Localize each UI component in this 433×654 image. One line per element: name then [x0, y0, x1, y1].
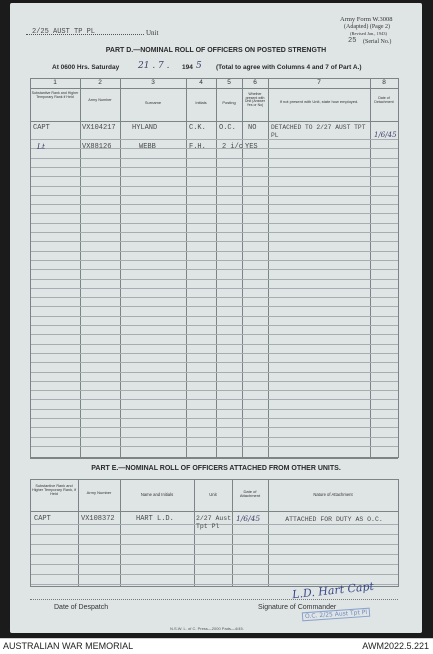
table-row-rank: Lt: [37, 142, 45, 151]
ruled-line: [31, 437, 398, 438]
ruled-line: [31, 564, 398, 565]
ruled-line: [31, 381, 398, 382]
table-row-surname: HYLAND: [132, 124, 158, 132]
col-number: 1: [53, 79, 57, 86]
ruled-line: [31, 158, 398, 159]
col-header-surname: Surname: [144, 100, 162, 105]
form-name: Army Form W.3008: [340, 16, 393, 23]
col-number: 5: [227, 79, 231, 86]
part-e-col-divider: [398, 479, 399, 587]
col-number: 7: [317, 79, 321, 86]
form-adapted: (Adapted) (Page 2): [344, 24, 390, 30]
table-row-posting: 2 i/c: [222, 143, 244, 151]
ruled-line: [31, 269, 398, 270]
col-header-rank: Substantive Rank and Higher Temporary Rank if Held: [31, 91, 79, 99]
part-d-col-divider: [30, 78, 31, 458]
table-row-army-number: VX88126: [82, 143, 112, 151]
ruled-line: [31, 223, 398, 224]
table-row-rank: CAPT: [33, 124, 50, 132]
part-d-col-divider: [242, 78, 243, 458]
table-row-employed: DETACHED TO 2/27 AUST TPT PL: [271, 124, 366, 139]
part-d-title: PART D.—NOMINAL ROLL OF OFFICERS ON POSTED STRENGTH: [105, 47, 327, 54]
ruled-line: [31, 554, 398, 555]
ruled-line: [31, 232, 398, 233]
caption-bar: [0, 638, 433, 654]
ruled-line: [31, 362, 398, 363]
part-d-year-prefix: 194: [182, 64, 193, 71]
col-header-initials: Initials: [195, 100, 207, 105]
col-number: 4: [199, 79, 203, 86]
e-row-rank: CAPT: [34, 515, 51, 523]
ruled-line: [31, 418, 398, 419]
unit-typed: 2/25 AUST TP PL: [32, 28, 96, 36]
part-d-col-divider: [80, 78, 81, 458]
part-d-col-divider: [120, 78, 121, 458]
col-header-army-number: Army Number: [88, 98, 112, 102]
table-row-army-number: VX104217: [82, 124, 116, 132]
part-d-top-rule: [30, 78, 398, 79]
part-d-col-divider: [216, 78, 217, 458]
ruled-line: [31, 574, 398, 575]
col-header-present: Whether present with Unit (Answer Yes or No): [244, 92, 266, 108]
oc-stamp: O.C. 2/25 Aust Tpt Pl: [302, 608, 371, 622]
ruled-line: [31, 306, 398, 307]
part-e-col-divider: [78, 479, 79, 587]
ruled-line: [31, 544, 398, 545]
serial-label: (Serial No.): [363, 39, 392, 45]
part-e-title: PART E.—NOMINAL ROLL OF OFFICERS ATTACHED FROM OTHER UNITS.: [91, 465, 341, 472]
ruled-line: [31, 427, 398, 428]
ruled-line: [31, 390, 398, 391]
e-col-header-unit: Unit: [209, 492, 217, 497]
ruled-line: [31, 167, 398, 168]
ruled-line: [31, 353, 398, 354]
ruled-line: [31, 399, 398, 400]
ruled-line: [31, 241, 398, 242]
part-d-col-divider: [398, 78, 399, 458]
ruled-line: [31, 279, 398, 280]
ruled-line: [31, 334, 398, 335]
col-number: 6: [253, 79, 257, 86]
part-d-at-prefix: At 0600 Hrs. Saturday: [52, 64, 120, 71]
col-header-employed: If not present with Unit, state how employed.: [279, 99, 359, 104]
e-row-name: HART L.D.: [136, 515, 174, 523]
ruled-line: [31, 176, 398, 177]
e-col-header-nature: Nature of Attachment: [313, 492, 353, 497]
part-d-header-rule: [30, 121, 398, 122]
table-row-detachment-date: 1/6/45: [374, 131, 397, 139]
table-row-initials: F.H.: [189, 143, 206, 151]
ruled-line: [31, 195, 398, 196]
e-col-header-name: Name and Initials: [140, 492, 174, 497]
footer-dotted-line: [30, 599, 398, 600]
e-row-nature: ATTACHED FOR DUTY AS O.C.: [285, 516, 383, 523]
ruled-line: [31, 446, 398, 447]
ruled-line: [31, 213, 398, 214]
part-d-year-suffix: 5: [196, 61, 202, 71]
unit-dotted-line: [26, 34, 144, 35]
e-col-header-attachment-date: Date of Attachment: [239, 489, 261, 499]
ruled-line: [31, 186, 398, 187]
form-page: [10, 3, 422, 633]
ruled-line: [31, 372, 398, 373]
part-e-header-rule: [30, 511, 398, 512]
caption-right: AWM2022.5.221: [362, 641, 429, 651]
e-col-header-army-number: Army Number: [86, 490, 112, 495]
printer-line: N.S.W. L. of C. Press—2000 Pads—4/45.: [170, 626, 244, 631]
col-number: 3: [151, 79, 155, 86]
ruled-line: [31, 297, 398, 298]
e-row-attachment-date: 1/6/45: [236, 514, 261, 523]
table-row-surname: WEBB: [139, 143, 156, 151]
ruled-line: [31, 260, 398, 261]
ruled-line: [31, 316, 398, 317]
signature-label: Signature of Commander: [258, 604, 337, 611]
serial-value: 25: [348, 37, 357, 45]
form-revised: (Revised Jan., 1943): [350, 31, 387, 36]
caption-left: AUSTRALIAN WAR MEMORIAL: [3, 641, 134, 651]
ruled-line: [31, 325, 398, 326]
ruled-line: [31, 344, 398, 345]
col-number: 2: [98, 79, 102, 86]
commander-signature: L.D. Hart Capt: [291, 579, 375, 602]
table-row-present: YES: [245, 143, 258, 151]
ruled-line: [31, 204, 398, 205]
unit-label: Unit: [146, 29, 159, 37]
e-row-army-number: VX108372: [81, 515, 115, 523]
part-d-col-divider: [268, 78, 269, 458]
col-header-posting: Posting: [222, 100, 236, 105]
despatch-label: Date of Despatch: [54, 604, 109, 611]
e-row-unit: 2/27 Aust Tpt Pl: [196, 515, 232, 530]
ruled-line: [31, 288, 398, 289]
part-d-col-divider: [186, 78, 187, 458]
table-row-posting: O.C.: [219, 124, 236, 132]
part-d-col-divider: [370, 78, 371, 458]
ruled-line: [31, 251, 398, 252]
part-e-top-rule: [30, 479, 398, 480]
table-row-initials: C.K.: [189, 124, 206, 132]
part-d-number-rule: [30, 88, 398, 89]
table-row-present: NO: [248, 124, 257, 132]
part-d-date: 21 . 7 .: [138, 61, 170, 71]
part-d-at-suffix: (Total to agree with Columns 4 and 7 of Part A.): [216, 64, 362, 71]
ruled-line: [31, 534, 398, 535]
ruled-line: [31, 409, 398, 410]
part-d-bottom-rule: [30, 457, 398, 459]
col-number: 8: [382, 79, 386, 86]
col-header-detachment-date: Date of Detachment: [374, 96, 394, 104]
e-col-header-rank: Substantive Rank and Higher Temporary Rank, if Held: [31, 484, 77, 496]
